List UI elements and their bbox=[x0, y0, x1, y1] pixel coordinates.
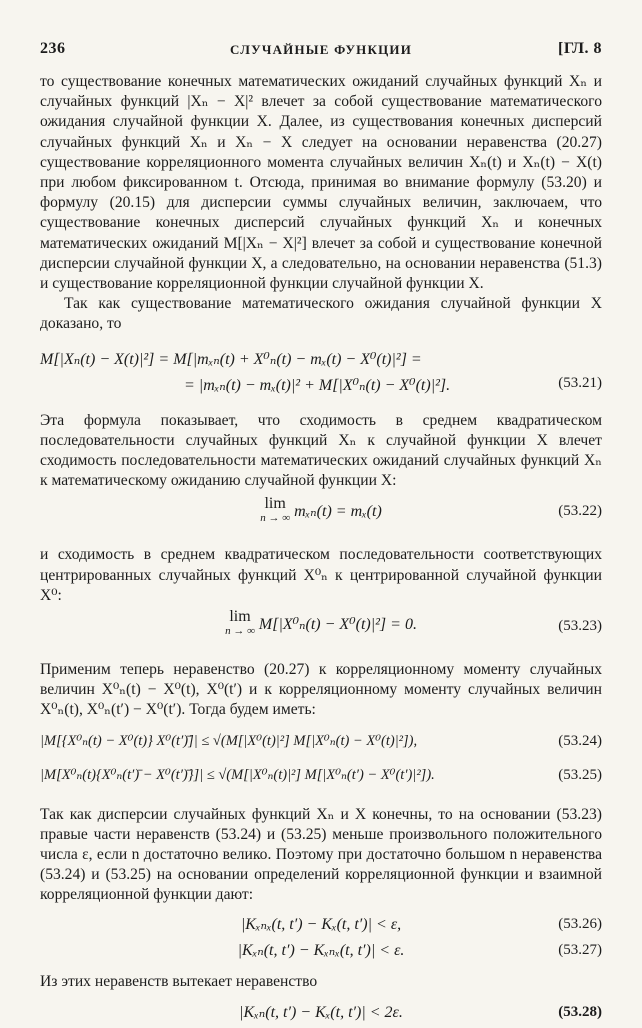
page bbox=[40, 40, 602, 1028]
paragraph-2: Так как существование математического ожидания случайной функции X доказано, то bbox=[40, 295, 602, 333]
equation-53-26 bbox=[40, 914, 602, 940]
equation-number: (53.27) bbox=[558, 941, 602, 958]
page-number: 236 bbox=[40, 40, 66, 57]
equation-number: (53.22) bbox=[558, 503, 602, 520]
equation-number: (53.25) bbox=[558, 766, 602, 783]
limit-subscript: n → ∞ bbox=[260, 512, 291, 525]
paragraph-3: Эта формула показывает, что сходимость в среднем квадратическом последовательности случайных функций Xₙ к случайной функции X влечет сходимость последовательности математических ожиданий случайных функций Xₙ к математическому ожиданию случайной функции X: bbox=[40, 411, 602, 490]
limit-operator bbox=[225, 610, 255, 638]
paragraph-5: Применим теперь неравенство (20.27) к корреляционному моменту случайных величин X⁰ₙ(t) − X⁰(t), X⁰(t′) и к корреляционному моменту случайных величин X⁰ₙ(t), X⁰ₙ(t′) − X⁰(t′). Тогда будем иметь: bbox=[40, 661, 602, 719]
equation-text: |M[X⁰ₙ(t){X⁰ₙ(t′)̄ − X⁰(t′)̄}]| ≤ √(M[|X⁰ₙ(t)|²] M[|X⁰ₙ(t′) − X⁰(t′)|²]). bbox=[40, 766, 435, 783]
running-header bbox=[40, 40, 602, 62]
chapter-label: [ГЛ. 8 bbox=[557, 40, 602, 57]
equation-text: M[|X⁰ₙ(t) − X⁰(t)|²] = 0. bbox=[258, 616, 417, 634]
equation-text: |M[{X⁰ₙ(t) − X⁰(t)} X⁰(t′)̄]| ≤ √(M[|X⁰(t)|²] M[|X⁰ₙ(t) − X⁰(t)|²]), bbox=[40, 732, 418, 749]
equation-number: (53.28) bbox=[558, 1003, 602, 1020]
equation-text: M[|Xₙ(t) − X(t)|²] = M[|mₓₙ(t) + X⁰ₙ(t) − mₓ(t) − X⁰(t)|²] = bbox=[40, 350, 422, 368]
equation-number: (53.24) bbox=[558, 732, 602, 749]
equation-53-23 bbox=[40, 610, 602, 652]
equation-53-27 bbox=[40, 940, 602, 970]
limit-subscript: n → ∞ bbox=[225, 625, 255, 638]
equation-number: (53.21) bbox=[558, 374, 602, 391]
paragraph-6: Так как дисперсии случайных функций Xₙ и X конечны, то на основании (53.23) правые части неравенств (53.24) и (53.25) меньше произвольного положительного числа ε, если n достаточно велико. Поэтому при достаточно большом n неравенства (53.24) и (53.25) на основании определений корреляционной функции и взаимной корреляционной функции дают: bbox=[40, 805, 602, 904]
paragraph-7: Из этих неравенств вытекает неравенство bbox=[40, 972, 318, 990]
running-title: СЛУЧАЙНЫЕ ФУНКЦИИ bbox=[229, 42, 413, 57]
equation-text: |Kₓₙₓ(t, t′) − Kₓ(t, t′)| < ε, bbox=[240, 915, 402, 933]
equation-53-22 bbox=[40, 497, 602, 537]
equation-number: (53.26) bbox=[558, 915, 602, 932]
limit-label: lim bbox=[264, 495, 286, 513]
equation-number: (53.23) bbox=[558, 618, 602, 635]
equation-text: |Kₓₙ(t, t′) − Kₓₙₓ(t, t′)| < ε. bbox=[237, 941, 405, 959]
equation-text: mₓₙ(t) = mₓ(t) bbox=[294, 503, 382, 521]
paragraph-1: то существование конечных математических ожиданий случайных функций Xₙ и случайных функций |Xₙ − X|² влечет за собой существование математического ожидания случайной функции X. Далее, из существования конечных дисперсий случайных функций Xₙ и Xₙ − X следует на основании неравенства (20.27) существование корреляционного момента случайных величин Xₙ(t) и Xₙ(t) − X(t) при любом фиксированном t. Отсюда, принимая во внимание формулу (53.20) и формулу (20.15) для дисперсии суммы случайных величин, заключаем, что существование конечных дисперсий случайных функций Xₙ и конечных математических ожиданий M[|Xₙ − X|²] влечет за собой и существование конечной дисперсии случайной функции X, а следовательно, на основании неравенства (51.3) и существование корреляционной функции случайной функции X. bbox=[40, 73, 602, 293]
equation-53-24 bbox=[40, 733, 602, 767]
equation-53-21-line-2 bbox=[40, 375, 602, 403]
equation-53-25 bbox=[40, 767, 602, 801]
paragraph-4: и сходимость в среднем квадратическом последовательности соответствующих центрированных случайных функций X⁰ₙ к центрированной случайной функции X⁰: bbox=[40, 546, 602, 604]
limit-label: lim bbox=[229, 608, 251, 626]
equation-text: |Kₓₙ(t, t′) − Kₓ(t, t′)| < 2ε. bbox=[239, 1003, 403, 1021]
limit-operator bbox=[260, 497, 290, 525]
equation-53-28 bbox=[40, 1002, 602, 1028]
equation-53-21-line-1 bbox=[40, 349, 602, 375]
equation-text: = |mₓₙ(t) − mₓ(t)|² + M[|X⁰ₙ(t) − X⁰(t)|²]. bbox=[184, 376, 451, 394]
